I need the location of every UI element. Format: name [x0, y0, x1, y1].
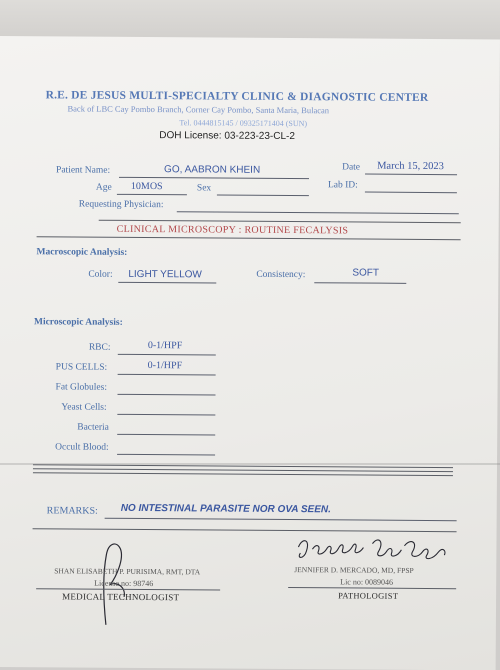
pathologist-role: PATHOLOGIST — [338, 590, 399, 601]
clinic-tel: Tel. 0444815145 / 09325171404 (SUN) — [179, 118, 308, 129]
medtech-license: License no: 98746 — [94, 578, 154, 589]
lab-id-label: Lab ID: — [327, 180, 358, 191]
color-label: Color: — [88, 269, 113, 280]
date-label: Date — [342, 162, 361, 173]
rbc-line — [118, 354, 216, 356]
patient-name-value: GO, AABRON KHEIN — [164, 164, 261, 176]
bacteria-line — [117, 434, 215, 436]
remarks-label: REMARKS: — [46, 505, 98, 517]
medtech-name: SHAN ELISABETH P. PURISIMA, RMT, DTA — [54, 566, 201, 577]
separator-rule-2 — [33, 468, 453, 472]
separator-rule-3 — [33, 472, 453, 476]
lab-id-line — [365, 192, 457, 194]
macroscopic-heading: Macroscopic Analysis: — [36, 247, 128, 258]
pus-cells-label: PUS CELLS: — [55, 362, 108, 373]
consistency-line — [314, 282, 406, 284]
rbc-label: RBC: — [88, 342, 111, 353]
consistency-value: SOFT — [352, 267, 380, 279]
occult-blood-line — [117, 454, 215, 456]
clinic-address: Back of LBC Cay Pombo Branch, Corner Cay Pombo, Santa Maria, Bulacan — [67, 103, 330, 116]
consistency-label: Consistency: — [256, 269, 306, 281]
physician-line — [177, 211, 459, 214]
age-value: 10MOS — [130, 180, 163, 193]
color-value: LIGHT YELLOW — [128, 268, 202, 281]
pus-cells-value: 0-1/HPF — [147, 360, 183, 372]
physician-label: Requesting Physician: — [78, 199, 164, 211]
doh-license: DOH License: 03-223-23-CL-2 — [159, 130, 295, 143]
remarks-rule — [33, 528, 457, 532]
pathologist-signature — [292, 533, 462, 564]
medtech-role: MEDICAL TECHNOLOGIST — [62, 591, 180, 603]
fat-globules-line — [117, 394, 215, 396]
color-line — [118, 282, 216, 284]
microscopic-heading: Microscopic Analysis: — [33, 317, 123, 328]
pathologist-license: Lic no: 0089046 — [340, 577, 394, 587]
background-surface — [0, 0, 500, 40]
fat-globules-label: Fat Globules: — [55, 382, 108, 393]
occult-blood-label: Occult Blood: — [55, 442, 109, 453]
sex-line — [217, 195, 309, 197]
paper-fold — [0, 463, 500, 465]
yeast-cells-line — [117, 414, 215, 416]
patient-name-line — [119, 177, 309, 179]
remarks-value: NO INTESTINAL PARASITE NOR OVA SEEN. — [120, 502, 331, 516]
rbc-value: 0-1/HPF — [147, 340, 183, 352]
sex-label: Sex — [196, 183, 212, 194]
lab-report-paper — [0, 36, 500, 670]
pathologist-rule — [288, 587, 456, 589]
clinic-name: R.E. DE JESUS MULTI-SPECIALTY CLINIC & DIAGNOSTIC CENTER — [45, 89, 429, 104]
pathologist-name: JENNIFER D. MERCADO, MD, FPSP — [294, 565, 414, 575]
patient-name-label: Patient Name: — [56, 165, 111, 176]
bacteria-label: Bacteria — [77, 422, 109, 433]
yeast-cells-label: Yeast Cells: — [61, 402, 107, 413]
age-label: Age — [95, 182, 112, 193]
remarks-line — [105, 518, 457, 521]
age-line — [117, 194, 187, 195]
test-title: CLINICAL MICROSCOPY : ROUTINE FECALYSIS — [116, 223, 349, 237]
title-rule-top — [99, 220, 461, 224]
date-value: March 15, 2023 — [377, 160, 444, 173]
title-rule-bottom — [37, 236, 461, 240]
pus-cells-line — [118, 374, 216, 376]
date-line — [365, 174, 457, 176]
